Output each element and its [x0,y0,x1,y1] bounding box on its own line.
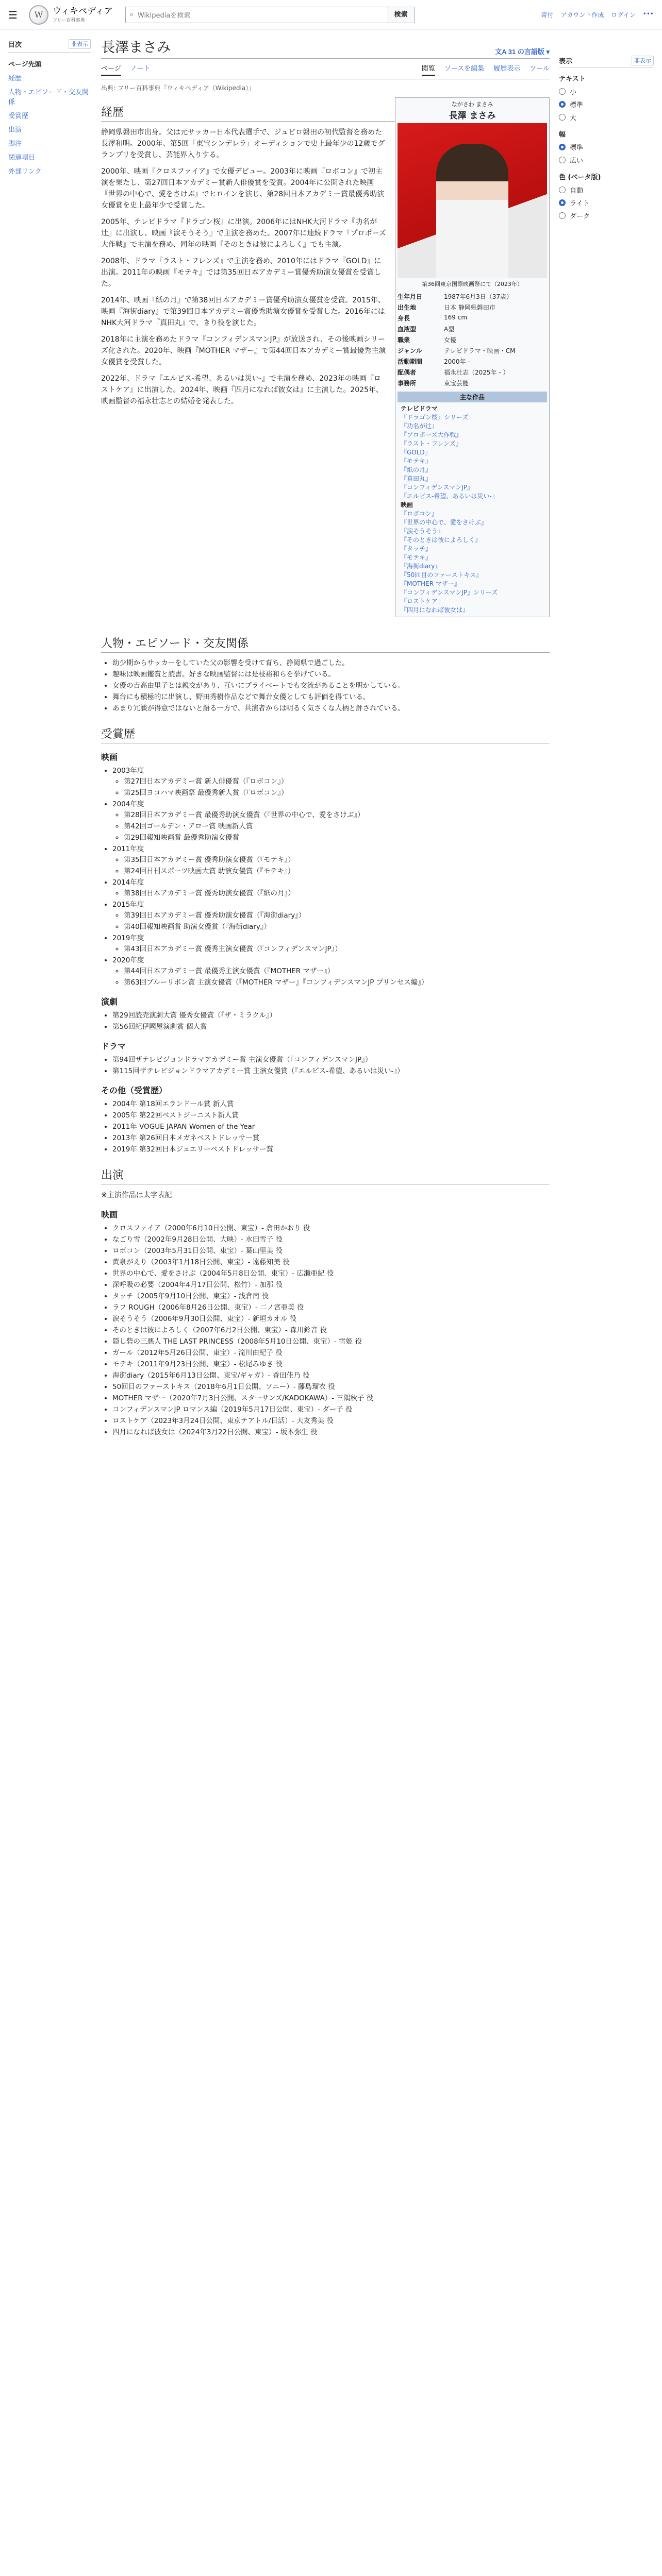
works-item[interactable]: 『タッチ』 [401,545,432,552]
tab-right-0[interactable]: 閲覧 [422,63,435,76]
award-year [112,844,550,877]
works-item[interactable]: 『50回目のファーストキス』 [401,571,483,579]
works-item[interactable]: 『モテキ』 [401,554,432,561]
award-item: • 第29回読売演劇大賞 優秀女優賞（『ザ・ミラクル』） [112,1010,550,1021]
infobox-row [398,367,547,378]
works-item[interactable]: 『四月になれば彼女は』 [401,606,469,614]
infobox-key: 血液型 [398,326,417,333]
appearance-item: • 涙そうそう（2006年9月30日公開、東宝）- 新垣カオル 役 [112,1314,550,1325]
tab-1[interactable]: ノート [130,65,151,73]
works-item[interactable]: 『海街diary』 [401,563,441,570]
infobox-value: テレビドラマ・映画・CM [444,347,516,354]
works-item[interactable]: 『ラスト・フレンズ』 [401,440,462,447]
text-small-option[interactable]: 小 [559,85,654,98]
award-year-label: 2004年度 [112,800,144,808]
appearance-hide-button[interactable]: 非表示 [632,56,654,65]
site-header [0,0,662,30]
color-dark-option[interactable]: ダーク [559,209,654,222]
awards-film-title: 映画 [101,752,118,762]
user-links [541,10,654,19]
appearance-item: • 50回目のファーストキス（2018年6月1日公開、ソニー）- 藤島瑠衣 役 [112,1382,550,1393]
award-year-label: 2011年度 [112,845,144,853]
toc-item[interactable]: 関連項目 [8,154,36,162]
infobox-key: 活動期間 [398,358,423,365]
career-paragraph: 2018年に主演を務めたドラマ『コンフィデンスマンJP』が放送され、その後映画シリーズ化された。2020年、映画『MOTHER マザー』で第44回日本アカデミー賞最優秀主演女優賞を受賞した。 [101,335,386,366]
appearance-item: • ラフ ROUGH（2006年8月26日公開、東宝）- 二ノ宮亜美 役 [112,1302,550,1313]
logo-subtitle: フリー百科事典 [53,18,85,23]
appearance-panel [559,56,654,222]
radio-icon [559,187,566,193]
works-item[interactable]: 『コンフィデンスマンJP』 [401,484,473,491]
award-item: • 第56回紀伊國屋演劇賞 個人賞 [112,1022,550,1032]
award-item: • 2004年 第18回エランドール賞 新人賞 [112,1099,550,1110]
globe-icon: W [29,5,48,25]
toc-item[interactable]: 脚注 [8,140,22,148]
infobox-row [398,345,547,356]
tab-right-3[interactable]: ツール [529,65,550,73]
infobox-value: 女優 [444,336,457,344]
works-item[interactable]: 『GOLD』 [401,449,431,456]
radio-icon [559,114,566,121]
radio-selected-icon [559,101,566,108]
appearance-item: • ロストケア（2023年3月24日公開、東京テアトル/日活）- 大友秀美 役 [112,1416,550,1427]
page-title-text: 長澤まさみ [101,40,171,56]
toc-item[interactable]: 外部リンク [8,168,42,176]
award-item: ◦ 第42回ゴールデン・アロー賞 映画新人賞 [124,821,550,832]
infobox [395,97,550,617]
award-item: ◦ 第63回ブルーリボン賞 主演女優賞（『MOTHER マザー』『コンフィデンスマンJP プリンセス編』） [124,977,550,988]
infobox-key: 出生地 [398,304,417,311]
works-item[interactable]: 『功名が辻』 [401,422,438,430]
infobox-row [398,378,547,388]
appearance-item: • コンフィデンスマンJP ロマンス編（2019年5月17日公開、東宝）- ダー子 役 [112,1404,550,1415]
award-item: ◦ 第35回日本アカデミー賞 優秀助演女優賞（『モテキ』） [124,855,550,866]
appearance-item: • 深呼吸の必要（2004年4月17日公開、松竹）- 加那 役 [112,1280,550,1291]
award-item: • 2005年 第22回ベストジーニスト新人賞 [112,1110,550,1121]
career-paragraph: 2000年、映画『クロスファイア』で女優デビュー。2003年に映画『ロボコン』で初主演を果たし、第27回日本アカデミー賞新人俳優賞を受賞。2004年に公開された映画『世界の中心で、愛をさけぶ』でヒロインを演じ、第28回日本アカデミー賞最優秀助演女優賞を史上最年少で受賞した。 [101,167,384,210]
award-year-label: 2014年度 [112,878,144,887]
infobox-row [398,356,547,367]
award-year [112,766,550,799]
appearance-item: • クロスファイア（2000年6月10日公開、東宝）- 倉田かおり 役 [112,1223,550,1234]
person-item: • 舞台にも積極的に出演し、野田秀樹作品などで舞台女優としても評価を得ている。 [112,692,550,703]
appearance-title: 表示 [559,58,573,65]
appearance-item: • そのときは彼によろしく（2007年6月2日公開、東宝）- 森川鈴音 役 [112,1325,550,1336]
award-year-label: 2015年度 [112,901,144,909]
works-category: 映画 [401,501,413,509]
user-link[interactable]: ••• [642,10,654,18]
toc-item[interactable]: 出演 [8,126,22,134]
works-item[interactable]: 『ロストケア』 [401,598,444,605]
infobox-key: 職業 [398,336,410,344]
width-standard-option[interactable]: 標準 [559,141,654,154]
award-item: • 第94回ザテレビジョンドラマアカデミー賞 主演女優賞（『コンフィデンスマンJP』） [112,1055,550,1065]
appearance-item: • 四月になれば彼女は（2024年3月22日公開、東宝）- 坂本弥生 役 [112,1427,550,1438]
search-button[interactable]: 検索 [388,7,415,23]
radio-selected-icon [559,144,566,150]
infobox-key: 配偶者 [398,369,417,376]
tab-right-2[interactable]: 履歴表示 [493,65,521,73]
appearance-item: • モテキ（2011年9月23日公開、東宝）- 松尾みゆき 役 [112,1359,550,1370]
award-item: • 2019年 第32回日本ジュエリーベストドレッサー賞 [112,1144,550,1155]
works-item[interactable]: 『涙そうそう』 [401,528,444,535]
infobox-value: 東宝芸能 [444,380,469,387]
search-icon: ⌕ [129,11,134,19]
works-item[interactable]: 『MOTHER マザー』 [401,580,460,587]
award-item: • 2013年 第26回日本メガネベストドレッサー賞 [112,1133,550,1144]
appearance-item: • 海街diary（2015年6月13日公開、東宝/ギャガ）- 香田佳乃 役 [112,1370,550,1381]
appearance-item: • ロボコン（2003年5月31日公開、東宝）- 葉山里美 役 [112,1246,550,1257]
color-label: 色 (ベータ版) [559,174,601,181]
infobox-value: 1987年6月3日（37歳） [444,293,513,300]
award-item: ◦ 第44回日本アカデミー賞 最優秀主演女優賞（『MOTHER マザー』） [124,966,550,977]
language-button[interactable]: 文A 31 の言語版 ▾ [495,48,550,56]
works-item[interactable]: 『モテキ』 [401,457,432,465]
award-year-label: 2020年度 [112,956,144,964]
section-appearances: 出演 [101,1166,550,1184]
person-item: • 女優の吉高由里子とは親交があり、互いにプライベートでも交流があることを明かしている。 [112,681,550,691]
toc-item[interactable]: 人物・エピソード・交友関係 [8,89,89,106]
toc-item[interactable]: 経歴 [8,75,22,82]
works-category: テレビドラマ [401,405,438,412]
award-year-label: 2003年度 [112,767,144,775]
color-auto-option[interactable]: 自動 [559,183,654,196]
works-item[interactable]: 『紙の月』 [401,466,432,473]
award-year [112,877,550,899]
award-item: ◦ 第40回報知映画賞 助演女優賞（『海街diary』） [124,922,550,933]
toc-item[interactable]: ページ先頭 [8,61,42,69]
career-paragraph: 2014年、映画『紙の月』で第38回日本アカデミー賞優秀助演女優賞を受賞。2015年、映画『海街diary』で第39回日本アカデミー賞優秀助演女優賞を受賞した。2016年にはNHK大河ドラマ『真田丸』で、きり役を演じた。 [101,296,385,327]
site-logo[interactable] [29,5,113,25]
appearance-item: • タッチ（2005年9月10日公開、東宝）- 浅倉南 役 [112,1291,550,1302]
infobox-key: 生年月日 [398,293,423,300]
appearance-item: • 黄泉がえり（2003年1月18日公開、東宝）- 遠藤知美 役 [112,1257,550,1268]
person-item: • 幼少期からサッカーをしていた父の影響を受けて育ち、静岡県で過ごした。 [112,658,550,669]
appearance-item: • なごり雪（2002年9月28日公開、大映）- 水田雪子 役 [112,1234,550,1245]
award-item: ◦ 第28回日本アカデミー賞 最優秀助演女優賞（『世界の中心で、愛をさけぶ』） [124,810,550,821]
infobox-key: 身長 [398,315,410,322]
page-title [101,36,550,59]
user-link[interactable]: 寄付 [541,11,554,19]
logo-title: ウィキペディア [53,6,113,16]
career-paragraph: 2005年、テレビドラマ『ドラゴン桜』に出演。2006年にはNHK大河ドラマ『功名が辻』に出演し、映画『涙そうそう』で主演を務めた。2007年に連続ドラマ『プロポーズ大作戦』で主演を務め、同年の映画『そのときは彼によろしく』でも主演。 [101,218,386,249]
award-item: • 第115回ザテレビジョンドラマアカデミー賞 主演女優賞（『エルピス-希望、あるいは災い-』） [112,1066,550,1077]
infobox-name: 長澤 まさみ [449,111,496,121]
search-form [125,7,415,23]
award-year [112,799,550,843]
section-career: 経歴 [101,104,550,122]
infobox-key: ジャンル [398,347,422,354]
infobox-value: A型 [444,326,455,333]
search-placeholder: Wikipediaを検索 [137,12,191,20]
works-item[interactable]: 『世界の中心で、愛をさけぶ』 [401,519,487,526]
career-paragraph: 2022年、ドラマ『エルピス-希望、あるいは災い-』で主演を務め、2023年の映画『ロストケア』に出演した。2024年、映画『四月になれば彼女は』に主演した。2025年、映画監督の福永壮志との結婚を発表した。 [101,375,383,405]
infobox-row [398,334,547,345]
page-source-note: 出典: フリー百科事典『ウィキペディア（Wikipedia）』 [101,84,255,92]
appear-note: ※主演作品は太字表記 [101,1191,172,1199]
career-paragraph: 静岡県磐田市出身。父は元サッカー日本代表選手で、ジュビロ磐田の初代監督を務めた長澤和明。2000年、第5回「東宝シンデレラ」オーディションで史上最年少の12歳でグランプリを受賞し、芸能界入りする。 [101,128,385,159]
text-standard-option[interactable]: 標準 [559,98,654,111]
infobox-caption: 第36回東京国際映画祭にて（2023年） [422,281,523,287]
appearance-item: • 世界の中心で、愛をさけぶ（2004年5月8日公開、東宝）- 広瀬亜紀 役 [112,1268,550,1279]
award-item: ◦ 第43回日本アカデミー賞 優秀主演女優賞（『コンフィデンスマンJP』） [124,944,550,955]
page-tabs [101,59,550,79]
works-item[interactable]: 『ドラゴン桜』シリーズ [401,414,469,421]
works-item[interactable]: 『プロポーズ大作戦』 [401,431,462,438]
award-item: ◦ 第29回報知映画賞 最優秀助演女優賞 [124,833,550,843]
main-content [101,36,550,1438]
award-item: • 2011年 VOGUE JAPAN Women of the Year [112,1122,550,1132]
width-label: 幅 [559,131,566,139]
section-person: 人物・エピソード・交友関係 [101,635,550,653]
user-link[interactable]: アカウント作成 [560,11,604,19]
award-year-label: 2019年度 [112,934,144,942]
text-size-label: テキスト [559,75,586,83]
person-item: • 趣味は映画鑑賞と読書。好きな映画監督には是枝裕和らを挙げている。 [112,669,550,680]
search-input[interactable] [125,7,388,23]
infobox-value: 2000年 - [444,358,470,365]
infobox-row [398,313,547,324]
infobox-works-title: 主な作品 [398,392,547,402]
award-year [112,955,550,988]
portrait-figure [436,144,508,278]
tab-0[interactable]: ページ [101,63,121,76]
infobox-value: 日本 静岡県磐田市 [444,304,495,311]
appear-film-title: 映画 [101,1210,118,1219]
radio-icon [559,157,566,163]
award-item: ◦ 第27回日本アカデミー賞 新人俳優賞（『ロボコン』） [124,776,550,787]
infobox-reading: ながさわ まさみ [451,101,493,108]
infobox-key: 事務所 [398,380,417,387]
toc-title: 目次 [8,41,22,49]
works-item[interactable]: 『真田丸』 [401,475,432,482]
radio-selected-icon [559,199,566,206]
awards-drama-title: ドラマ [101,1041,126,1051]
infobox-photo[interactable] [398,123,547,278]
color-light-option[interactable]: ライト [559,196,654,209]
toc-item[interactable]: 受賞歴 [8,112,29,120]
hamburger-icon[interactable]: ☰ [8,8,18,21]
works-item[interactable]: 『コンフィデンスマンJP』シリーズ [401,589,498,596]
person-item: • あまり冗談が得意ではないと語る一方で、共演者からは明るく気さくな人柄と評されている。 [112,703,550,714]
works-item[interactable]: 『そのときは彼によろしく』 [401,536,482,544]
awards-other-title: その他（受賞歴） [101,1086,168,1095]
toc-sidebar [8,39,91,178]
works-item[interactable]: 『エルピス-希望、あるいは災い-』 [401,493,498,500]
award-item: ◦ 第38回日本アカデミー賞 優秀助演女優賞（『紙の月』） [124,888,550,899]
appearance-item: • ガール（2012年5月26日公開、東宝）- 滝川由紀子 役 [112,1348,550,1359]
award-item: ◦ 第24回日刊スポーツ映画大賞 助演女優賞（『モテキ』） [124,866,550,877]
radio-icon [559,212,566,219]
award-year [112,933,550,955]
user-link[interactable]: ログイン [611,11,636,19]
award-item: ◦ 第25回ヨコハマ映画祭 最優秀新人賞（『ロボコン』） [124,788,550,799]
infobox-row [398,302,547,313]
infobox-row [398,291,547,302]
toc-hide-button[interactable]: 非表示 [69,39,91,49]
tab-right-1[interactable]: ソースを編集 [444,65,485,73]
text-large-option[interactable]: 大 [559,111,654,124]
works-item[interactable]: 『ロボコン』 [401,510,438,517]
appearance-item: • MOTHER マザー（2020年7月3日公開、スターサンズ/KADOKAWA）- 三隅秋子 役 [112,1393,550,1404]
width-wide-option[interactable]: 広い [559,154,654,166]
career-paragraph: 2008年、ドラマ『ラスト・フレンズ』で主演を務め、2010年にはドラマ『GOLD』に出演。2011年の映画『モテキ』では第35回日本アカデミー賞優秀助演女優賞を受賞した。 [101,257,382,288]
awards-stage-title: 演劇 [101,997,118,1007]
award-year [112,900,550,933]
award-item: ◦ 第39回日本アカデミー賞 優秀助演女優賞（『海街diary』） [124,910,550,921]
infobox-value: 169 cm [444,314,468,321]
section-awards: 受賞歴 [101,725,550,743]
infobox-value: 福永壮志（2025年 - ） [444,369,509,376]
radio-icon [559,88,566,95]
infobox-row [398,324,547,334]
appearance-item: • 隠し砦の三悪人 THE LAST PRINCESS（2008年5月10日公開、東宝）- 雪姫 役 [112,1336,550,1347]
